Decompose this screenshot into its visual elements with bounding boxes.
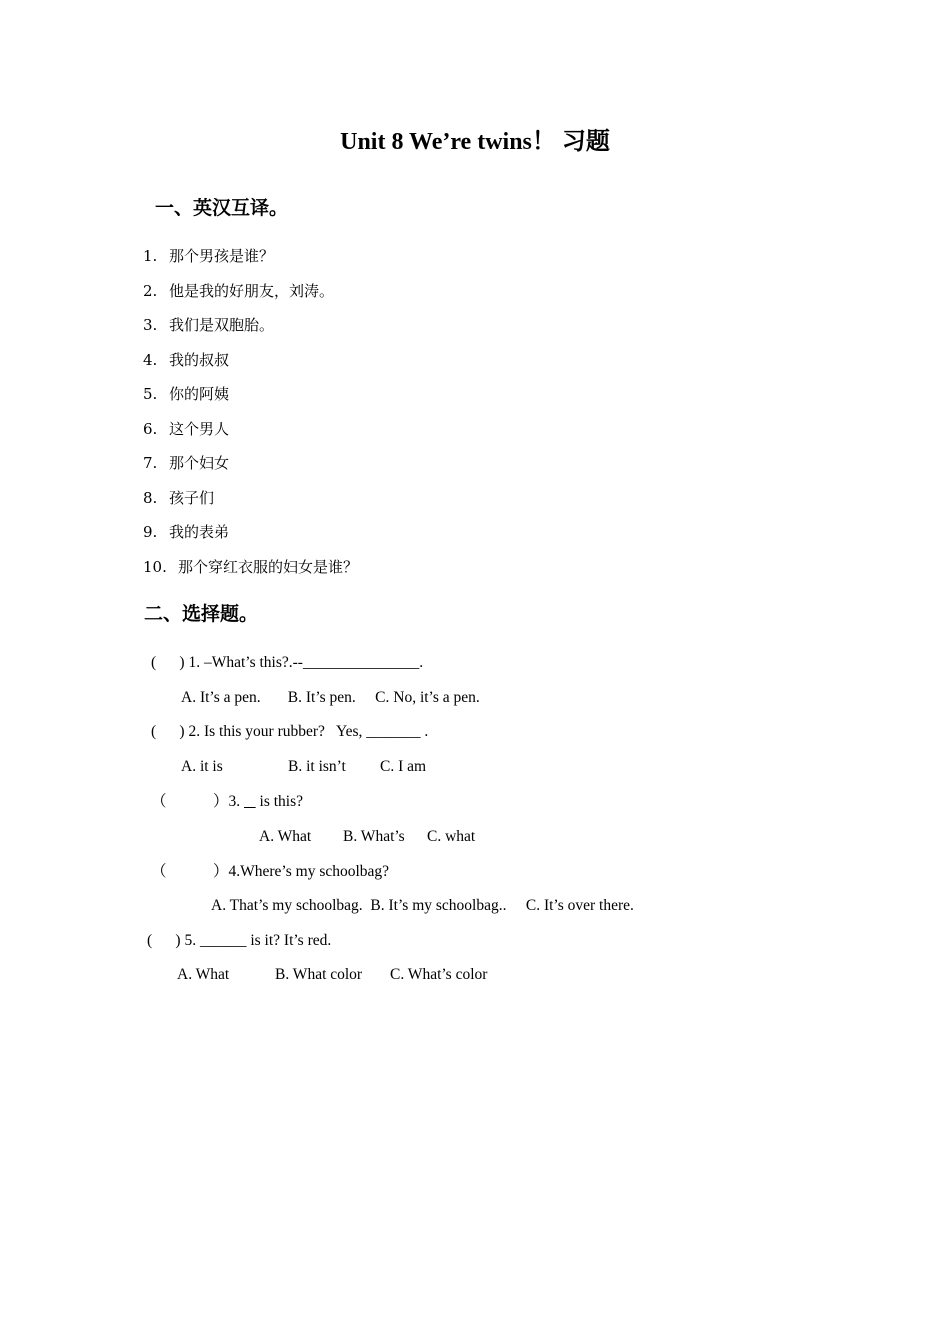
list-item: 7. 那个妇女 [143, 454, 230, 472]
question-1-options: A. It’s a pen. B. It’s pen. C. No, it’s a pen. [181, 689, 480, 706]
question-5-option-a: A. What [177, 966, 230, 983]
question-3-option-a: A. What [259, 828, 312, 845]
question-2-option-a: A. it is [181, 758, 223, 775]
question-3-option-c: C. what [427, 828, 476, 845]
question-4: （ ）4.Where’s my schoolbag? [151, 863, 390, 880]
page-title: Unit 8 We’re twins！ 习题 [340, 129, 610, 155]
question-3-option-b: B. What’s [343, 828, 405, 845]
question-2-option-b: B. it isn’t [288, 758, 346, 775]
list-item: 8. 孩子们 [143, 489, 215, 507]
section-2-heading: 二、选择题。 [144, 603, 259, 625]
question-5-option-c: C. What’s color [390, 966, 488, 983]
list-item: 9. 我的表弟 [143, 523, 230, 541]
question-3: （ ）3. is this? [151, 793, 304, 810]
question-1: ( ) 1. –What’s this?.--_______________. [151, 654, 424, 671]
section-1-heading: 一、英汉互译。 [155, 197, 289, 219]
answer-blank [244, 793, 256, 810]
list-item: 5. 你的阿姨 [143, 385, 230, 403]
question-2-option-c: C. I am [380, 758, 427, 775]
list-item: 2. 他是我的好朋友，刘涛。 [143, 282, 335, 300]
list-item: 10. 那个穿红衣服的妇女是谁？ [143, 558, 359, 576]
question-5-option-b: B. What color [275, 966, 363, 983]
list-item: 6. 这个男人 [143, 420, 230, 438]
question-2: ( ) 2. Is this your rubber? Yes, _______ . [151, 723, 429, 740]
list-item: 3. 我们是双胞胎。 [143, 316, 275, 334]
list-item: 4. 我的叔叔 [143, 351, 230, 369]
question-5: ( ) 5. ______ is it? It’s red. [147, 932, 332, 949]
list-item: 1. 那个男孩是谁？ [143, 247, 275, 265]
question-4-options: A. That’s my schoolbag. B. It’s my schoolbag.. C. It’s over there. [211, 897, 634, 914]
